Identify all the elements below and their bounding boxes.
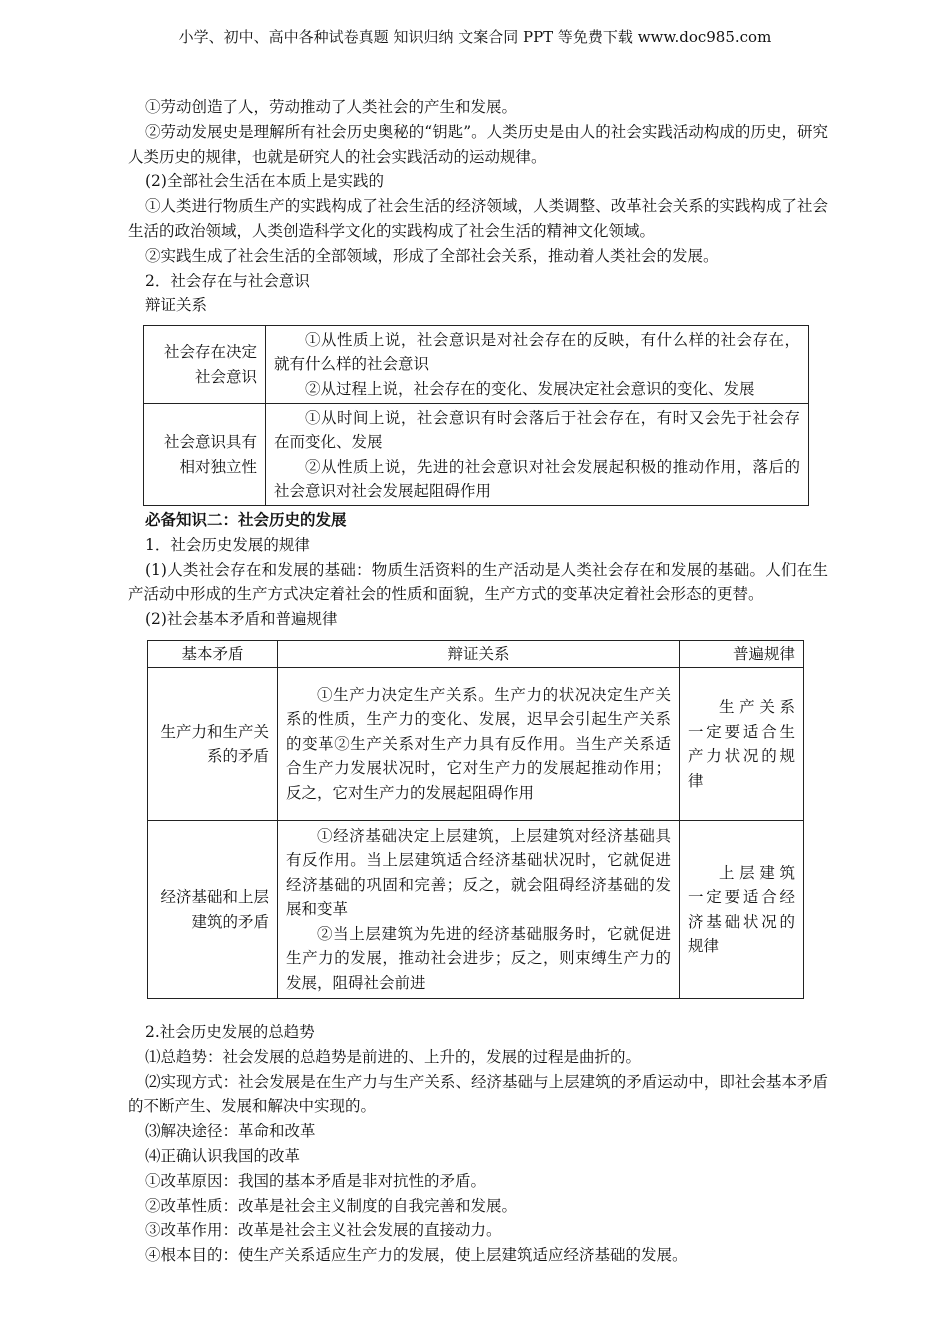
paragraph: 1．社会历史发展的规律 — [145, 535, 310, 554]
paragraph: ①人类进行物质生产的实践构成了社会生活的经济领域，人类调整、改革社会关系的实践构成了社会生活的政治领域，人类创造科学文化的实践构成了社会生活的精神文化领域。 — [128, 197, 828, 240]
table-row — [144, 326, 809, 404]
column-header: 基本矛盾 — [148, 641, 278, 668]
cell-item: ②从性质上说，先进的社会意识对社会发展起积极的推动作用，落后的社会意识对社会发展起阻碍作用 — [274, 457, 800, 500]
paragraph: ①劳动创造了人，劳动推动了人类社会的产生和发展。 — [145, 98, 518, 116]
paragraph: 辩证关系 — [145, 296, 208, 315]
paragraph: ⑵实现方式：社会发展是在生产力与生产关系、经济基础与上层建筑的矛盾运动中，即社会基本矛盾的不断产生、发展和解决中实现的。 — [128, 1072, 828, 1116]
page-header: 小学、初中、高中各种试卷真题 知识归纳 文案合同 PPT 等免费下载 www.doc985.com — [178, 28, 772, 46]
paragraph: ⑶解决途径：革命和改革 — [145, 1122, 316, 1141]
section-social-history — [128, 508, 828, 632]
paragraph: (2)社会基本矛盾和普遍规律 — [145, 610, 338, 629]
cell-item: ①从时间上说，社会意识有时会落后于社会存在，有时又会先于社会存在而变化、发展 — [274, 408, 800, 451]
row-label: 社会存在决定社会意识 — [144, 326, 266, 404]
paragraph: ②改革性质：改革是社会主义制度的自我完善和发展。 — [145, 1196, 518, 1215]
contradiction-table — [147, 640, 804, 999]
column-header: 辩证关系 — [278, 641, 680, 668]
relation-cell — [278, 821, 680, 999]
table-header-row — [148, 641, 804, 668]
cell-item: 上层建筑一定要适合经济基础状况的规律 — [688, 863, 795, 955]
cell-item: ②从过程上说，社会存在的变化、发展决定社会意识的变化、发展 — [305, 379, 755, 398]
paragraph: (1)人类社会存在和发展的基础：物质生活资料的生产活动是人类社会存在和发展的基础。人们在生产活动中形成的生产方式决定着社会的性质和面貌，生产方式的变革决定着社会形态的更替。 — [128, 560, 828, 604]
paragraph: ③改革作用：改革是社会主义社会发展的直接动力。 — [145, 1221, 502, 1240]
row-label: 社会意识具有相对独立性 — [144, 404, 266, 506]
cell-item: ①经济基础决定上层建筑，上层建筑对经济基础具有反作用。当上层建筑适合经济基础状况时，它就促进经济基础的巩固和完善；反之，就会阻碍经济基础的发展和变革 — [286, 826, 671, 919]
cell-item: ②当上层建筑为先进的经济基础服务时，它就促进生产力的发展，推动社会进步；反之，则束缚生产力的发展，阻碍社会前进 — [286, 924, 671, 992]
paragraph: ②实践生成了社会生活的全部领域，形成了全部社会关系，推动着人类社会的发展。 — [145, 246, 719, 265]
section-trend — [128, 1020, 828, 1268]
section-labor-practice — [128, 95, 828, 318]
paragraph: ②劳动发展史是理解所有社会历史奥秘的“钥匙”。人类历史是由人的社会实践活动构成的历史，研究人类历史的规律，也就是研究人的社会实践活动的运动规律。 — [128, 122, 828, 166]
relation-cell — [278, 668, 680, 821]
table-row — [144, 404, 809, 506]
column-header: 普遍规律 — [680, 641, 804, 668]
paragraph: ⑷正确认识我国的改革 — [145, 1146, 301, 1165]
law-cell — [680, 821, 804, 999]
cell-item: 生产关系一定要适合生产力状况的规律 — [688, 698, 795, 790]
cell-item: ①生产力决定生产关系。生产力的状况决定生产关系的性质，生产力的变化、发展，迟早会引起生产关系的变革②生产关系对生产力具有反作用。当生产关系适合生产力发展状况时，它对生产力的发展起推动作用；反之，它对生产力的发展起阻碍作用 — [286, 685, 671, 802]
table-row — [148, 821, 804, 999]
paragraph: ⑴总趋势：社会发展的总趋势是前进的、上升的，发展的过程是曲折的。 — [145, 1047, 642, 1066]
table-row — [148, 668, 804, 821]
contradiction-cell: 生产力和生产关系的矛盾 — [148, 668, 278, 821]
paragraph: 2．社会存在与社会意识 — [145, 271, 310, 290]
paragraph: ①改革原因：我国的基本矛盾是非对抗性的矛盾。 — [145, 1171, 487, 1190]
row-content — [266, 326, 809, 404]
contradiction-cell: 经济基础和上层建筑的矛盾 — [148, 821, 278, 999]
paragraph: ④根本目的：使生产关系适应生产力的发展，使上层建筑适应经济基础的发展。 — [145, 1246, 688, 1265]
paragraph: 2.社会历史发展的总趋势 — [145, 1023, 315, 1041]
row-content — [266, 404, 809, 506]
section-heading: 必备知识二：社会历史的发展 — [145, 510, 347, 529]
law-cell — [680, 668, 804, 821]
paragraph: (2)全部社会生活在本质上是实践的 — [145, 172, 384, 191]
cell-item: ①从性质上说，社会意识是对社会存在的反映，有什么样的社会存在，就有什么样的社会意识 — [274, 330, 800, 374]
dialectic-table — [143, 325, 809, 506]
